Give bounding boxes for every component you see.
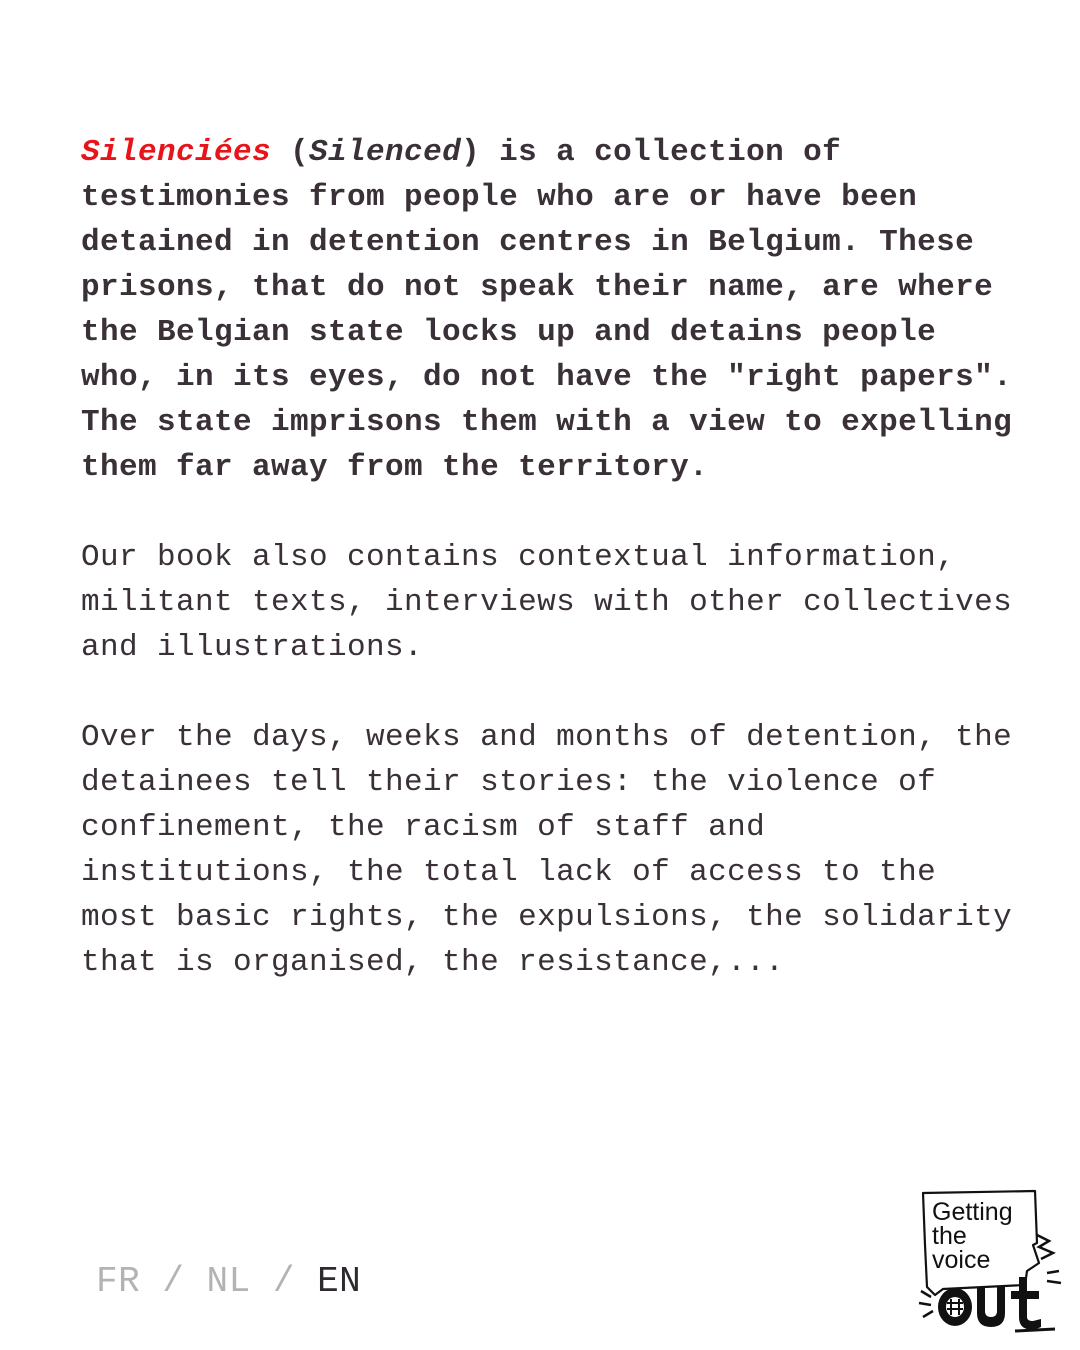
shout-marks-icon xyxy=(1037,1235,1053,1259)
open-paren: ( xyxy=(271,135,310,170)
language-separator: / xyxy=(140,1261,207,1302)
book-title-translation: Silenced xyxy=(309,135,462,170)
language-switcher xyxy=(96,1258,361,1306)
language-nl-link[interactable]: NL xyxy=(206,1261,251,1302)
intro-paragraph xyxy=(81,130,1021,490)
book-contents-paragraph: Our book also contains contextual information, militant texts, interviews with other collectives and illustrations. xyxy=(81,540,1013,665)
main-content xyxy=(81,130,1021,1030)
testimonies-paragraph: Over the days, weeks and months of detention, the detainees tell their stories: the violence of confinement, the racism of staff and institutions, the total lack of access to the most basic rights, the expulsions, the solidarity that is organised, the resistance,... xyxy=(81,720,1013,980)
language-separator: / xyxy=(250,1261,318,1302)
intro-text: ) is a collection of testimonies from people who are or have been detained in detention centres in Belgium. These prisons, that do not speak their name, are where the Belgian state locks up and detains people who, in its eyes, do not have the "right papers". The state imprisons them with a view to expelling them far away from the territory. xyxy=(81,135,1013,485)
logo-graphic xyxy=(915,1185,1065,1335)
logo-out-lettering xyxy=(938,1277,1055,1331)
logo-line-1: Getting xyxy=(932,1198,1013,1226)
book-title: Silenciées xyxy=(81,135,272,170)
getting-the-voice-out-logo xyxy=(915,1185,1065,1335)
logo-line-2: the xyxy=(932,1222,967,1250)
language-en-link[interactable]: EN xyxy=(317,1261,362,1302)
language-fr-link[interactable]: FR xyxy=(96,1261,141,1302)
logo-line-3: voice xyxy=(932,1246,991,1274)
